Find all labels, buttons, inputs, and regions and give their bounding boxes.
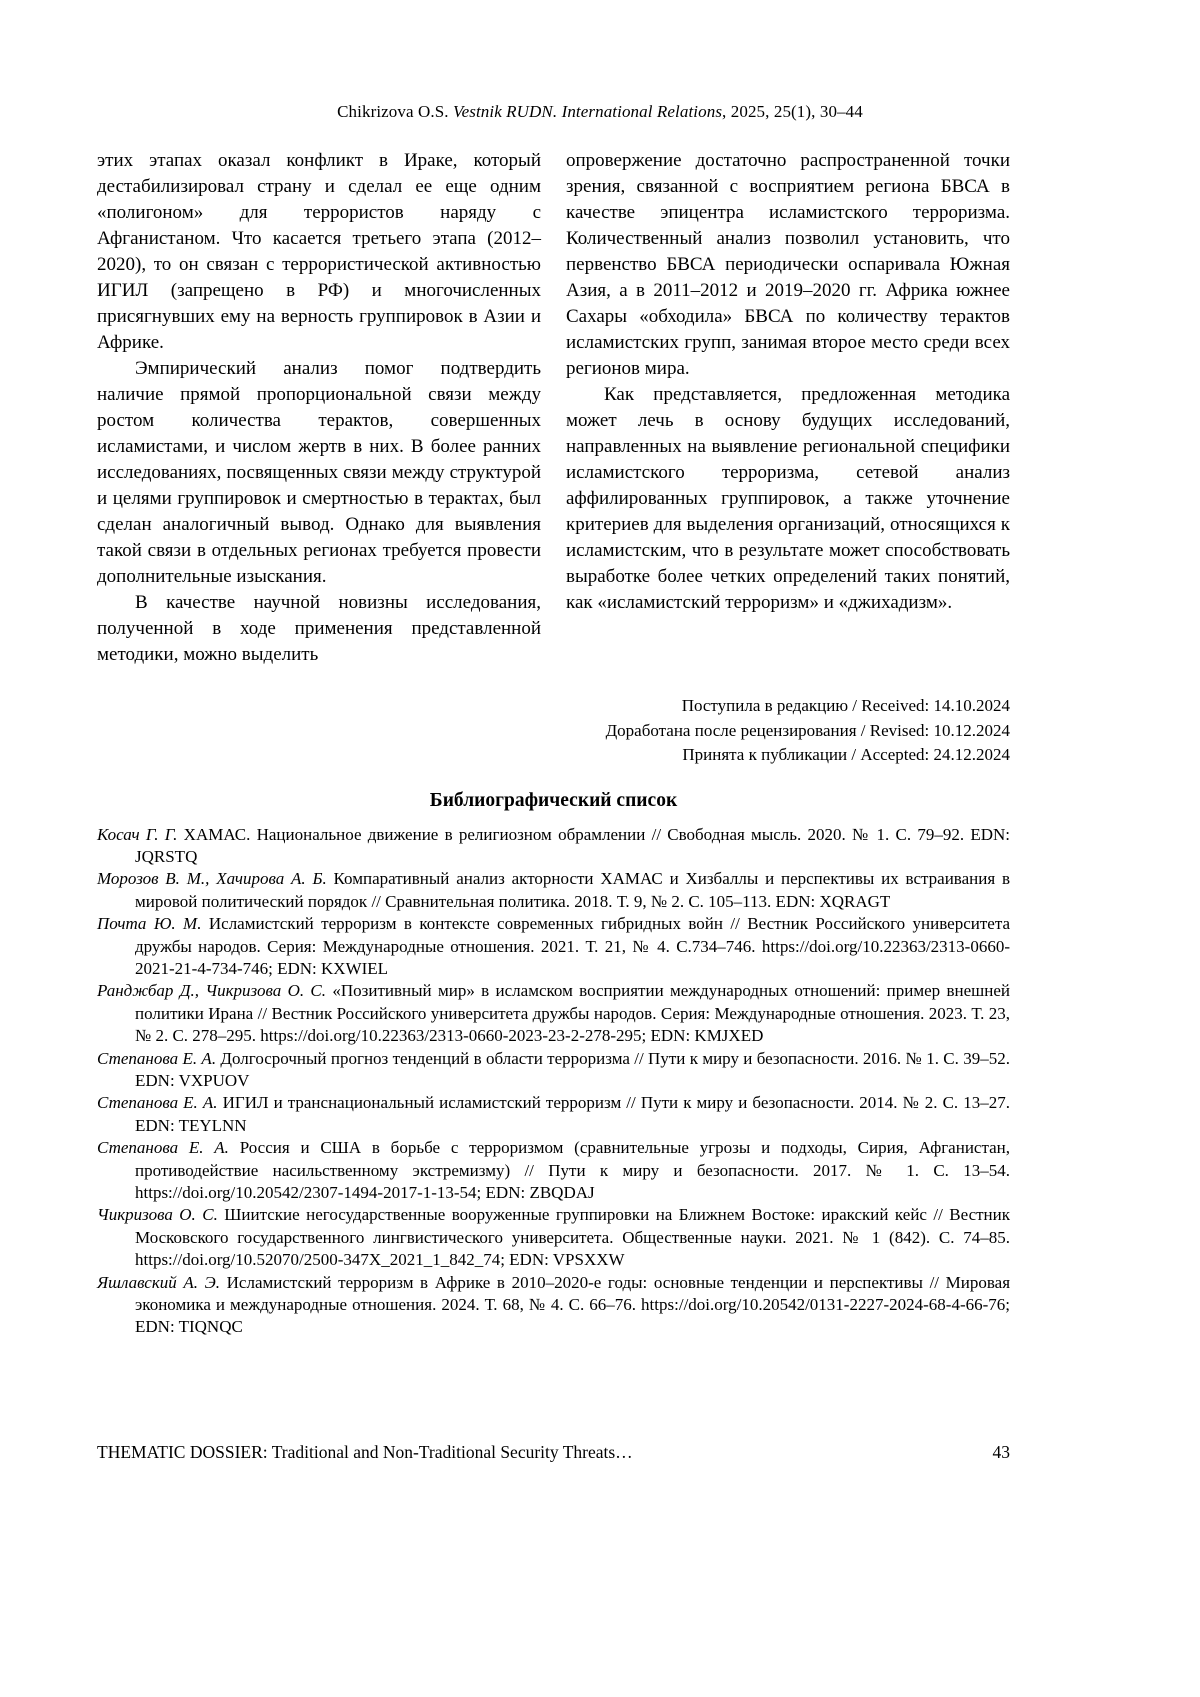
body-paragraph: Как представляется, предложенная методика может лечь в основу будущих исследований, направленных на выявление региональной специфики исламистского терроризма, сетевой анализ аффилированных группировок, а также уточнение критериев для выделения организаций, относящихся к исламистским, что в результате может способствовать выработке более четких определений таких понятий, как «исламистский терроризм» и «джихадизм». [566,384,1010,613]
body-columns [97,148,1010,668]
bibliography-entry [97,1204,1010,1271]
entry-text: Россия и США в борьбе с терроризмом (сравнительные угрозы и подходы, Сирия, Афганистан, противодействие насильственному экстремизму) // Пути к миру и безопасности. 2017. № 1. С. 13–54. https://doi.org/10.20542/2307-1494-2017-1-13-54; EDN: ZBQDAJ [135,1138,1010,1202]
bibliography-entry [97,824,1010,869]
running-head-journal-title: Vestnik RUDN. International Relations [452,102,723,121]
left-column [97,148,541,668]
bibliography-entry [97,1272,1010,1339]
entry-text: ХАМАС. Национальное движение в религиозном обрамлении // Свободная мысль. 2020. № 1. С. 79–92. EDN: JQRSTQ [135,824,1010,866]
running-head-issue: , 2025, 25(1), 30–44 [722,102,863,121]
footer-dossier-title: THEMATIC DOSSIER: Traditional and Non-Traditional Security Threats… [97,1442,633,1462]
entry-authors: Морозов В. М., Хачирова А. Б. [97,869,327,889]
running-head [0,102,1200,122]
bibliography-entry [97,1048,1010,1093]
bibliography-entry [97,980,1010,1047]
entry-text: Исламистский терроризм в контексте современных гибридных войн // Вестник Российского университета дружбы народов. Серия: Международные отношения. 2021. Т. 21, № 4. С.734–746. https://doi.org/10.22363/2313-0660-2021-21-4-734-746; EDN: KXWIEL [135,914,1011,978]
revised-date-line: Доработана после рецензирования / Revised: 10.12.2024 [605,720,1010,740]
body-paragraph: В качестве научной новизны исследования, полученной в ходе применения представленной методики, можно выделить [97,592,541,665]
page-footer [97,1442,1010,1463]
submission-dates [97,694,1010,768]
bibliography-entry [97,1092,1010,1137]
entry-authors: Яшлавский А. Э. [97,1272,221,1292]
entry-authors: Степанова Е. А. [97,1138,229,1158]
entry-authors: Чикризова О. С. [97,1205,218,1225]
entry-text: Долгосрочный прогноз тенденций в области терроризма // Пути к миру и безопасности. 2016. № 1. С. 39–52. EDN: VXPUOV [135,1048,1010,1090]
running-head-author: Chikrizova O.S. [337,102,453,121]
received-date-line: Поступила в редакцию / Received: 14.10.2024 [681,696,1010,715]
entry-text: Шиитские негосударственные вооруженные группировки на Ближнем Востоке: иракский кейс // Вестник Московского государственного лингвистического университета. Общественные науки. 2021. № 1 (842). С. 74–85. https://doi.org/10.52070/2500-347X_2021_1_842_74; EDN: VPSXXW [135,1205,1011,1270]
entry-authors: Степанова Е. А. [97,1048,217,1068]
bibliography-entry [97,913,1010,980]
entry-authors: Степанова Е. А. [97,1093,218,1113]
right-column [566,148,1010,668]
bibliography-list [97,824,1010,1339]
page-number: 43 [992,1442,1010,1462]
entry-authors: Почта Ю. М. [97,914,202,934]
bibliography-entry [97,868,1010,913]
body-paragraph: Эмпирический анализ помог подтвердить наличие прямой пропорциональной связи между ростом количества терактов, совершенных исламистами, и числом жертв в них. В более ранних исследованиях, посвященных связи между структурой и целями группировок и смертностью в терактах, был сделан аналогичный вывод. Однако для выявления такой связи в отдельных регионах требуется провести дополнительные изыскания. [97,358,541,587]
accepted-date-line: Принята к публикации / Accepted: 24.12.2024 [682,745,1010,764]
entry-text: Компаративный анализ акторности ХАМАС и Хизбаллы и перспективы их встраивания в мировой политический порядок // Сравнительная политика. 2018. Т. 9, № 2. С. 105–113. EDN: XQRAGT [135,869,1010,911]
entry-text: Исламистский терроризм в Африке в 2010–2020-е годы: основные тенденции и перспективы // Мировая экономика и международные отношения. 2024. Т. 68, № 4. С. 66–76. https://doi.org/10.20542/0131-2227-2024-68-4-66-76; EDN: TIQNQC [135,1272,1011,1337]
entry-authors: Косач Г. Г. [97,824,178,844]
body-paragraph: опровержение достаточно распространенной точки зрения, связанной с восприятием региона БВСА в качестве эпицентра исламистского терроризма. Количественный анализ позволил установить, что первенство БВСА периодически оспаривала Южная Азия, а в 2011–2012 и 2019–2020 гг. Африка южнее Сахары «обходила» БВСА по количеству терактов исламистских групп, занимая второе место среди всех регионов мира. [566,150,1010,379]
bibliography-entry [97,1137,1010,1204]
entry-text: ИГИЛ и транснациональный исламистский терроризм // Пути к миру и безопасности. 2014. № 2. С. 13–27. EDN: TEYLNN [135,1093,1010,1135]
body-paragraph: этих этапах оказал конфликт в Ираке, который дестабилизировал страну и сделал ее еще одним «полигоном» для террористов наряду с Афганистаном. Что касается третьего этапа (2012–2020), то он связан с террористической активностью ИГИЛ (запрещено в РФ) и многочисленных присягнувших ему на верность группировок в Азии и Африке. [97,150,541,353]
entry-authors: Ранджбар Д., Чикризова О. С. [97,981,327,1001]
entry-text: «Позитивный мир» в исламском восприятии международных отношений: пример внешней политики Ирана // Вестник Российского университета дружбы народов. Серия: Международные отношения. 2023. Т. 23, № 2. С. 278–295. https://doi.org/10.22363/2313-0660-2023-23-2-278-295; EDN: KMJXED [135,981,1010,1046]
bibliography-heading: Библиографический список [429,789,678,811]
